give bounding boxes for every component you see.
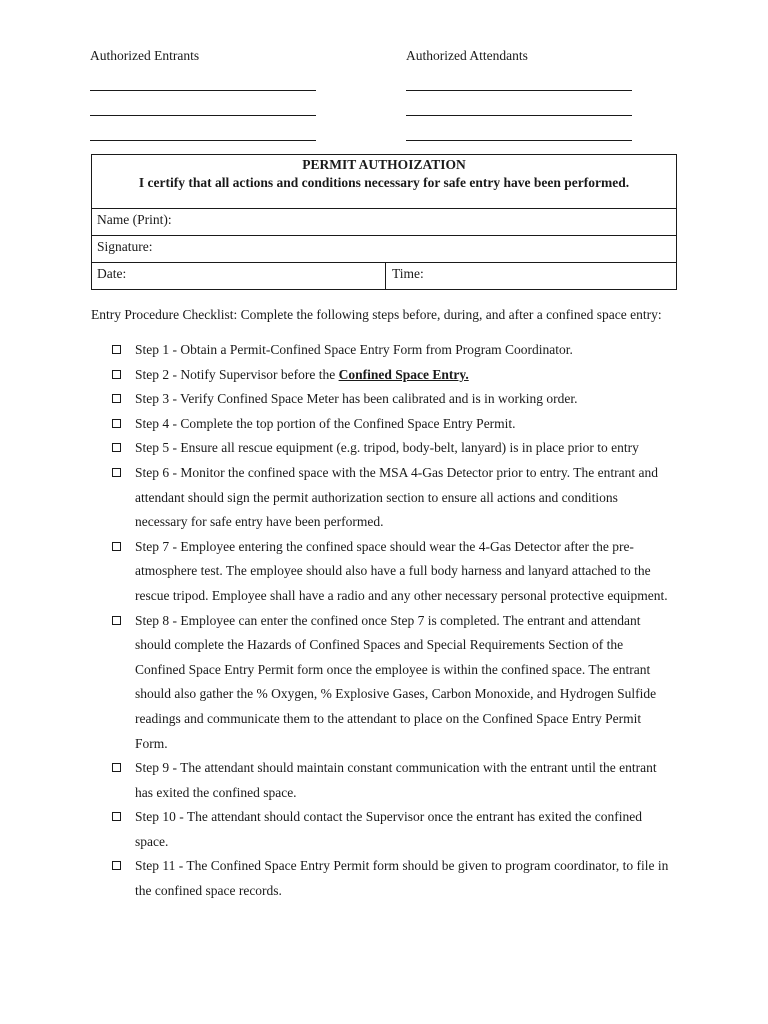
permit-certification: I certify that all actions and conditions necessary for safe entry have been performed. (138, 175, 630, 190)
checklist-step-11 (112, 854, 672, 903)
entrant-line (90, 140, 316, 141)
confined-space-entry-link[interactable]: Confined Space Entry. (338, 366, 469, 382)
checklist-step-7 (112, 535, 672, 609)
checkbox-icon[interactable] (112, 345, 121, 354)
step-text: Step 3 - Verify Confined Space Meter has been calibrated and is in working order. (135, 391, 578, 407)
checkbox-icon[interactable] (112, 394, 121, 403)
permit-authorization-table (91, 154, 677, 290)
checklist-step-5 (112, 436, 672, 461)
checklist-step-4 (112, 412, 672, 437)
permit-date-time-row (92, 263, 676, 290)
time-label: Time: (392, 266, 424, 281)
checkbox-icon[interactable] (112, 812, 121, 821)
name-label: Name (Print): (97, 212, 172, 227)
checkbox-icon[interactable] (112, 616, 121, 625)
checkbox-icon[interactable] (112, 419, 121, 428)
step-text: Step 7 - Employee entering the confined space should wear the 4-Gas Detector after the pre-atmosphere test. The employee should also have a full body harness and lanyard attached to the rescue tripod. Employee shall have a radio and any other necessary personal protective equipment. (135, 538, 668, 603)
attendants-column (406, 46, 634, 141)
attendant-line (406, 90, 632, 91)
checklist-step-1 (112, 338, 672, 363)
attendant-line (406, 140, 632, 141)
checklist-step-3 (112, 387, 672, 412)
checkbox-icon[interactable] (112, 443, 121, 452)
checkbox-icon[interactable] (112, 370, 121, 379)
step-text: Step 6 - Monitor the confined space with the MSA 4-Gas Detector prior to entry. The entrant and attendant should sign the permit authorization section to ensure all actions and conditions necessary for safe entry have been performed. (135, 464, 658, 530)
checklist-step-8 (112, 609, 672, 757)
attendants-label: Authorized Attendants (406, 48, 528, 63)
attendant-line (406, 115, 632, 116)
checkbox-icon[interactable] (112, 468, 121, 477)
checklist-steps (112, 338, 672, 904)
step-text: Step 8 - Employee can enter the confined once Step 7 is completed. The entrant and attendant should complete the Hazards of Confined Spaces and Special Requirements Section of the Confined Space Entry Permit form once the employee is within the confined space. The entrant should also gather the % Oxygen, % Explosive Gases, Carbon Monoxide, and Hydrogen Sulfide readings and communicate them to the attendant to place on the Confined Space Entry Permit Form. (135, 612, 657, 751)
checkbox-icon[interactable] (112, 861, 121, 870)
permit-signature-row (92, 236, 676, 263)
checklist-step-10 (112, 805, 672, 854)
step-text: Step 1 - Obtain a Permit-Confined Space Entry Form from Program Coordinator. (135, 342, 573, 357)
signature-label: Signature: (97, 239, 153, 254)
checklist-step-2 (112, 363, 672, 388)
step-text: Step 5 - Ensure all rescue equipment (e.g. tripod, body-belt, lanyard) is in place prior to entry (135, 440, 639, 456)
date-time-divider (385, 263, 386, 290)
permit-name-row (92, 209, 676, 236)
step-text: Step 4 - Complete the top portion of the Confined Space Entry Permit. (135, 415, 516, 431)
entrants-column (90, 46, 318, 141)
entrants-label: Authorized Entrants (90, 48, 200, 63)
date-label: Date: (97, 266, 127, 281)
entrant-line (90, 90, 316, 91)
step-text: Step 10 - The attendant should contact the Supervisor once the entrant has exited the confined space. (135, 809, 642, 849)
checkbox-icon[interactable] (112, 542, 121, 551)
checklist-step-9 (112, 756, 672, 805)
checklist-intro: Entry Procedure Checklist: Complete the following steps before, during, and after a confined space entry: (91, 307, 662, 322)
permit-header (92, 155, 676, 209)
checklist-step-6 (112, 461, 672, 535)
step-text: Step 9 - The attendant should maintain constant communication with the entrant until the entrant has exited the confined space. (135, 760, 657, 800)
entrant-line (90, 115, 316, 116)
permit-title: PERMIT AUTHOIZATION (302, 157, 466, 172)
checkbox-icon[interactable] (112, 763, 121, 772)
step-text: Step 2 - Notify Supervisor before the (135, 366, 339, 382)
step-text: Step 11 - The Confined Space Entry Permit form should be given to program coordinator, to file in the confined space records. (135, 858, 669, 899)
